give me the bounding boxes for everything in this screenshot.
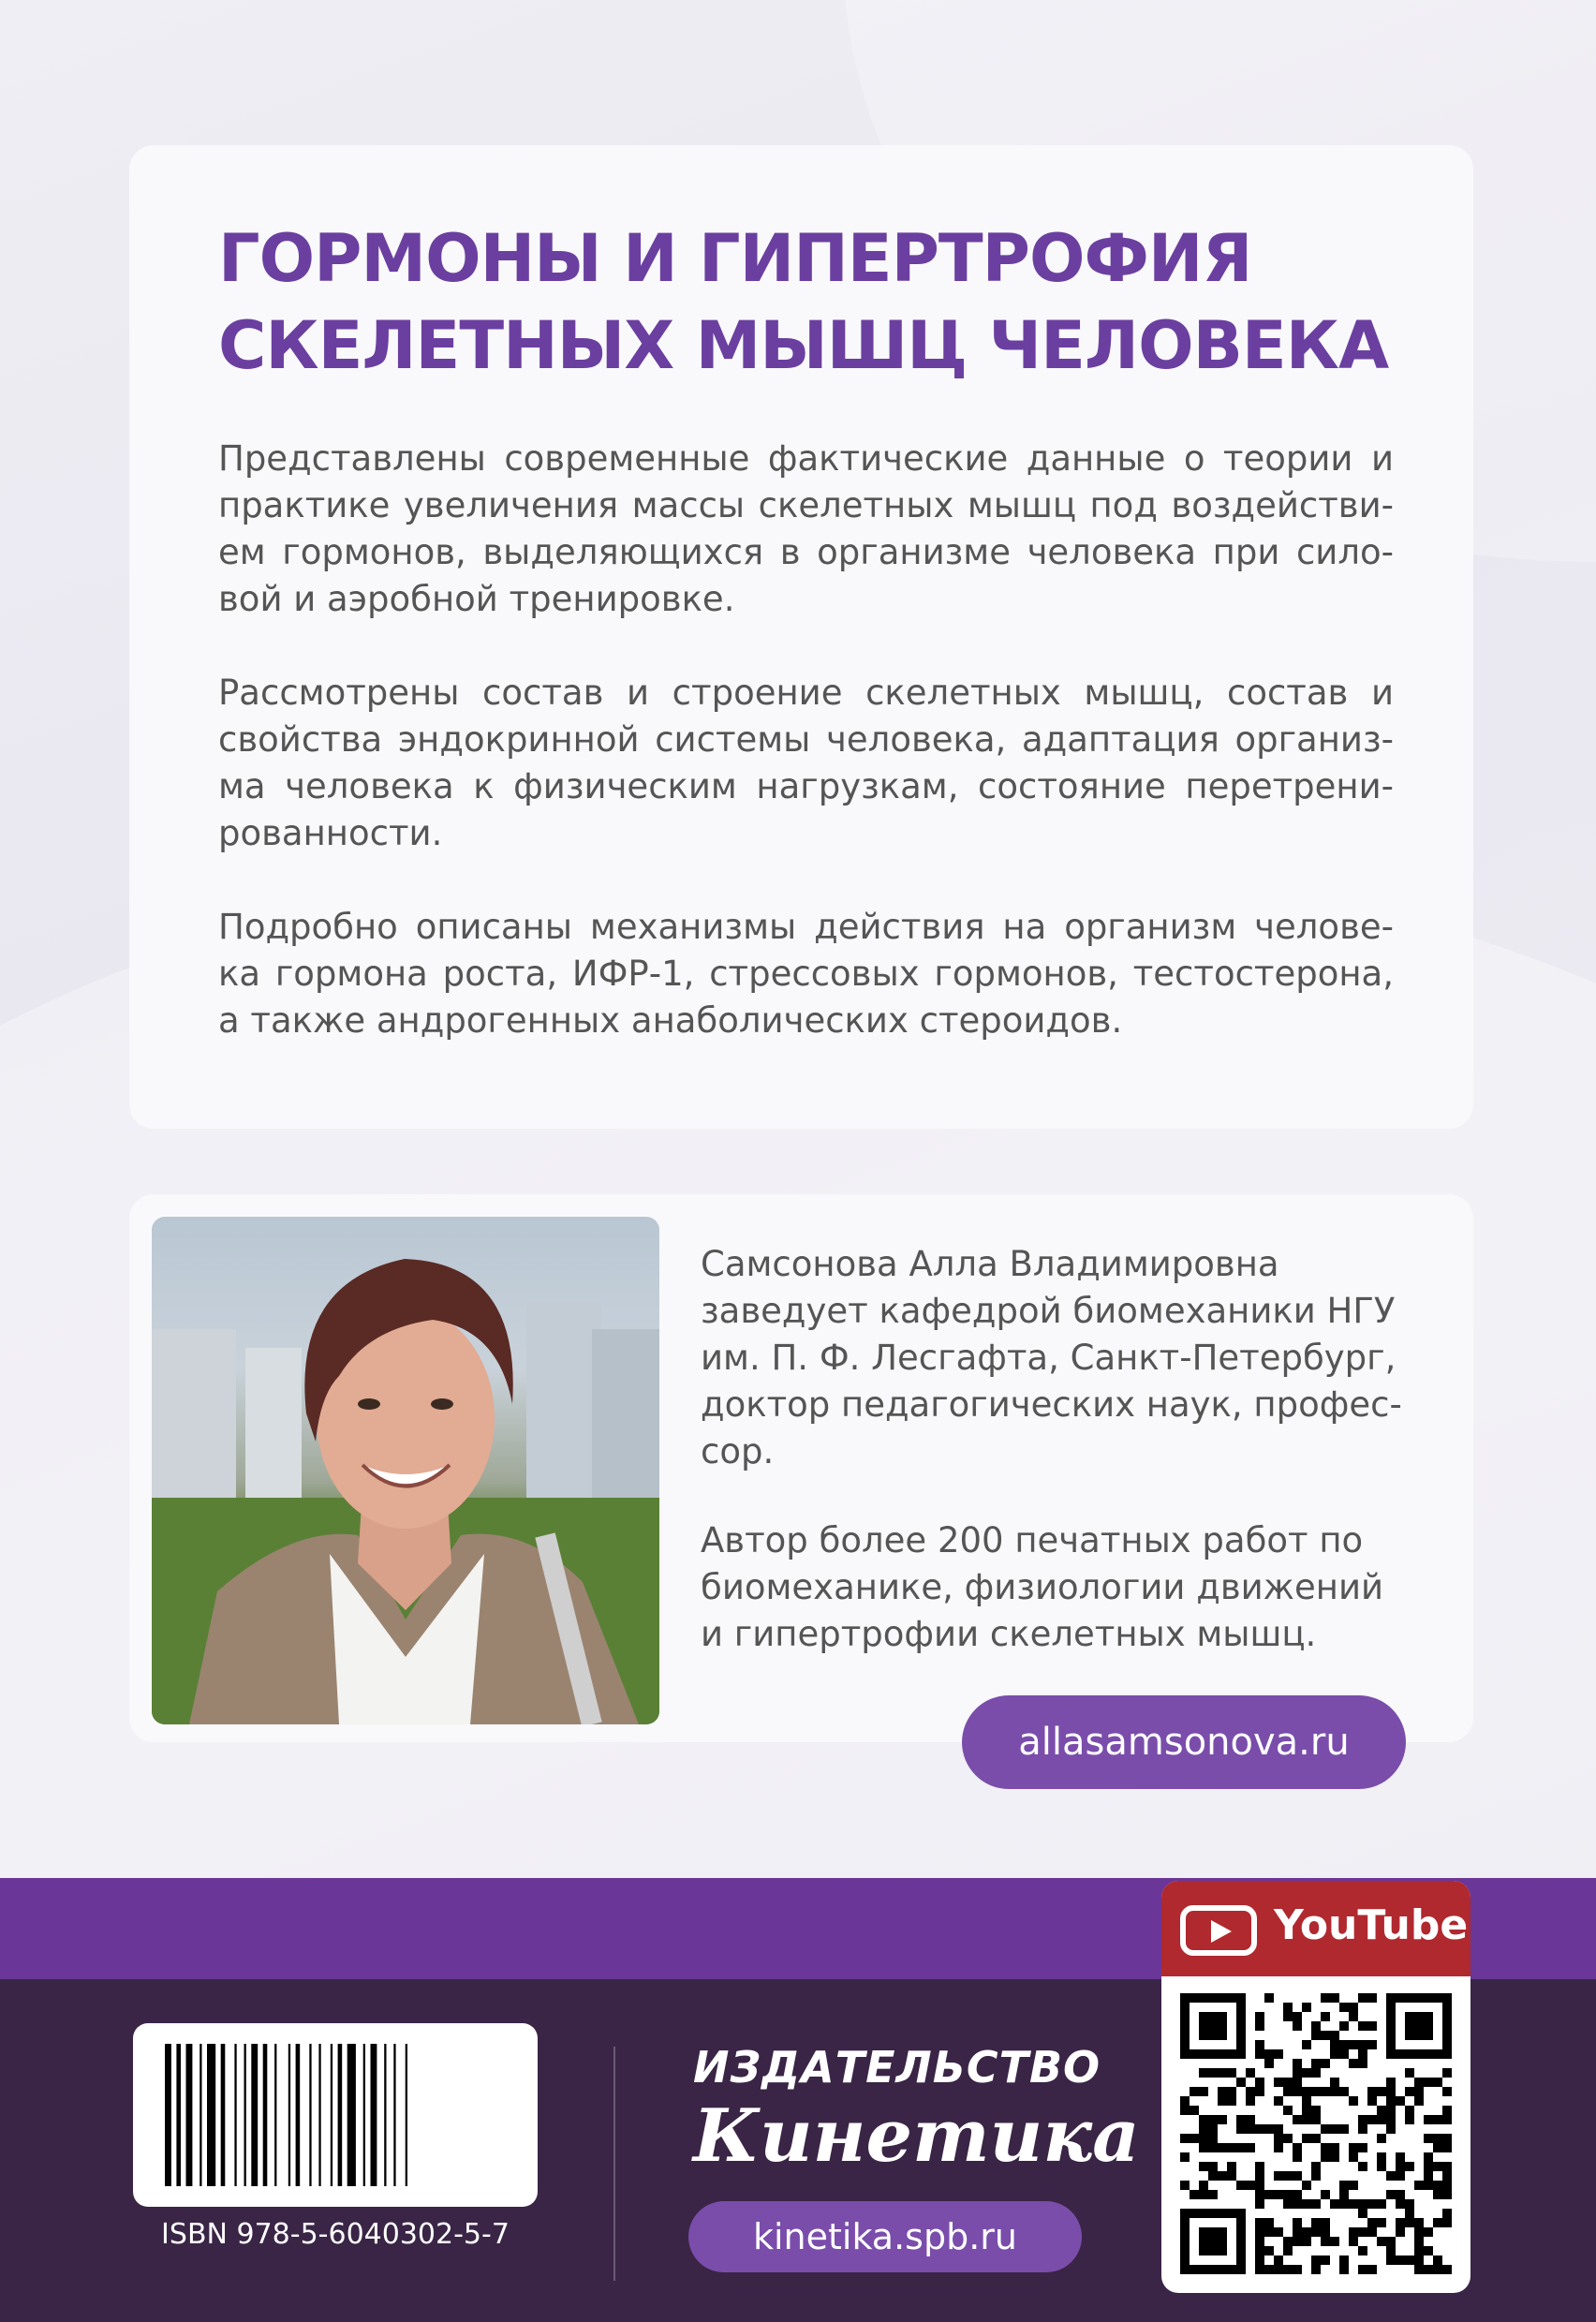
text-line: Рассмотрены состав и строение скелетных мышц, состав и [218, 673, 1394, 713]
text-line: ем гормонов, выделяющихся в организме человека при сило- [218, 532, 1394, 572]
text-line: ка гормона роста, ИФР-1, стрессовых гормонов, тестостерона, [218, 954, 1394, 994]
youtube-label: YouTube [1274, 1901, 1469, 1949]
description-paragraph [218, 670, 1394, 857]
text-line: доктор педагогических наук, профес- [701, 1384, 1402, 1425]
youtube-qr-card[interactable] [1161, 1881, 1470, 2293]
author-website-link[interactable]: allasamsonova.ru [962, 1695, 1406, 1789]
author-bio [701, 1241, 1431, 1475]
qr-code-icon [1180, 1993, 1452, 2274]
text-line: им. П. Ф. Лесгафта, Санкт-Петербург, [701, 1338, 1396, 1378]
author-card [129, 1194, 1473, 1742]
text-line: практике увеличения массы скелетных мышц под воздействи- [218, 485, 1394, 525]
footer-divider [613, 2047, 615, 2281]
author-portrait-image [152, 1217, 659, 1724]
publisher-website-link[interactable]: kinetika.spb.ru [688, 2201, 1082, 2272]
book-title [218, 215, 1436, 390]
text-line: биомеханике, физиологии движений [701, 1567, 1384, 1607]
title-line: СКЕЛЕТНЫХ МЫШЦ ЧЕЛОВЕКА [218, 307, 1389, 384]
text-line: а также андрогенных анаболических стероидов. [218, 1000, 1123, 1041]
text-line: рованности. [218, 813, 443, 853]
barcode-icon [161, 2044, 510, 2186]
barcode [133, 2023, 538, 2207]
text-line: вой и аэробной тренировке. [218, 579, 735, 619]
description-paragraph [218, 904, 1394, 1044]
text-line: и гипертрофии скелетных мышц. [701, 1614, 1317, 1654]
text-line: Подробно описаны механизмы действия на организм челове- [218, 907, 1394, 947]
youtube-header [1161, 1881, 1470, 1976]
text-line: сор. [701, 1431, 775, 1472]
author-works [701, 1517, 1431, 1658]
isbn-text: ISBN 978-5-6040302-5-7 [161, 2218, 510, 2251]
text-line: Представлены современные фактические данные о теории и [218, 438, 1394, 479]
publisher-logo-top: ИЗДАТЕЛЬСТВО [693, 2042, 1101, 2093]
author-photo [152, 1217, 659, 1724]
text-line: Автор более 200 печатных работ по [701, 1520, 1364, 1560]
text-line: ма человека к физическим нагрузкам, состояние перетрени- [218, 766, 1394, 806]
text-line: заведует кафедрой биомеханики НГУ [701, 1291, 1396, 1331]
description-paragraph [218, 436, 1394, 623]
youtube-play-icon [1180, 1905, 1257, 1956]
publisher-logo-name: Кинетика [693, 2093, 1140, 2179]
text-line: свойства эндокринной системы человека, адаптация организ- [218, 719, 1394, 760]
title-line: ГОРМОНЫ И ГИПЕРТРОФИЯ [218, 220, 1252, 297]
text-line: Самсонова Алла Владимировна [701, 1244, 1279, 1284]
description-card [129, 145, 1473, 1129]
